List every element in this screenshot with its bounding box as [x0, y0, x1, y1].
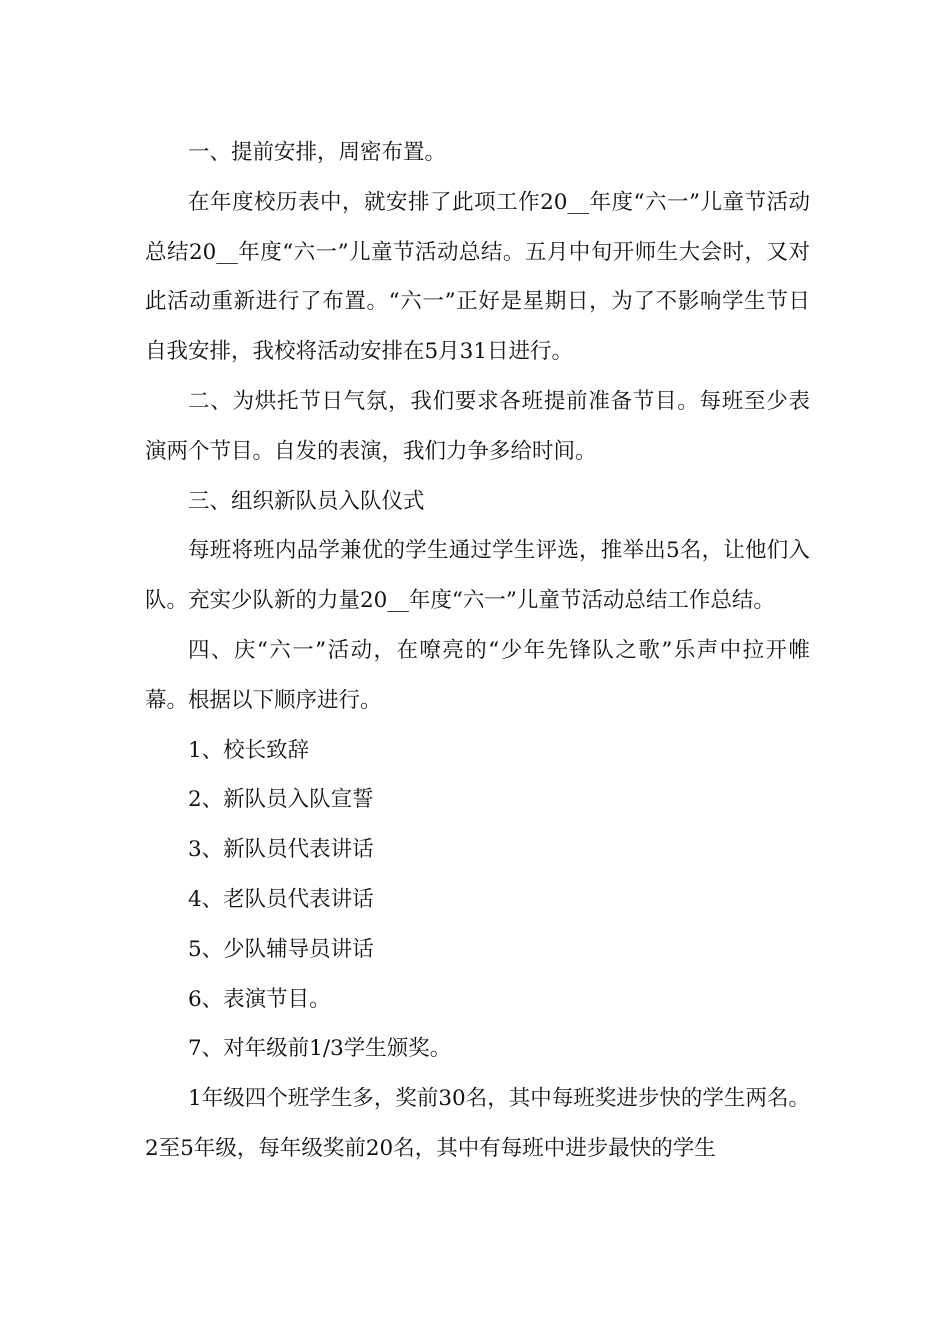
list-item: 2、新队员入队宣誓 [188, 787, 374, 813]
list-item: 7、对年级前1/3学生颁奖。 [188, 1036, 452, 1062]
list-item: 6、表演节目。 [188, 986, 331, 1012]
paragraph-new-members: 每班将班内品学兼优的学生通过学生评选，推举出5名，让他们入队。充实少队新的力量20__年度“六一”儿童节活动总结工作总结。 [145, 538, 810, 614]
document-body [145, 128, 810, 1174]
list-item: 5、少队辅导员讲话 [188, 936, 374, 962]
list-item: 4、老队员代表讲话 [188, 886, 374, 912]
section-heading-3: 三、组织新队员入队仪式 [188, 488, 425, 514]
list-item: 1、校长致辞 [188, 737, 310, 763]
section-heading-2: 二、为烘托节日气氛，我们要求各班提前准备节目。每班至少表演两个节目。自发的表演，我们力争多给时间。 [145, 388, 810, 464]
section-heading-4: 四、庆“六一”活动，在嘹亮的“少年先锋队之歌”乐声中拉开帷幕。根据以下顺序进行。 [145, 637, 810, 713]
section-heading-1: 一、提前安排，周密布置。 [188, 140, 447, 165]
paragraph-schedule: 在年度校历表中，就安排了此项工作20__年度“六一”儿童节活动总结20__年度“六一”儿童节活动总结。五月中旬开师生大会时，又对此活动重新进行了布置。“六一”正好是星期日，为了不影响学生节日自我安排，我校将活动安排在5月31日进行。 [145, 189, 810, 365]
list-item: 3、新队员代表讲话 [188, 837, 374, 863]
paragraph-awards: 1年级四个班学生多，奖前30名，其中每班奖进步快的学生两名。2至5年级，每年级奖前20名，其中有每班中进步最快的学生 [145, 1086, 810, 1161]
